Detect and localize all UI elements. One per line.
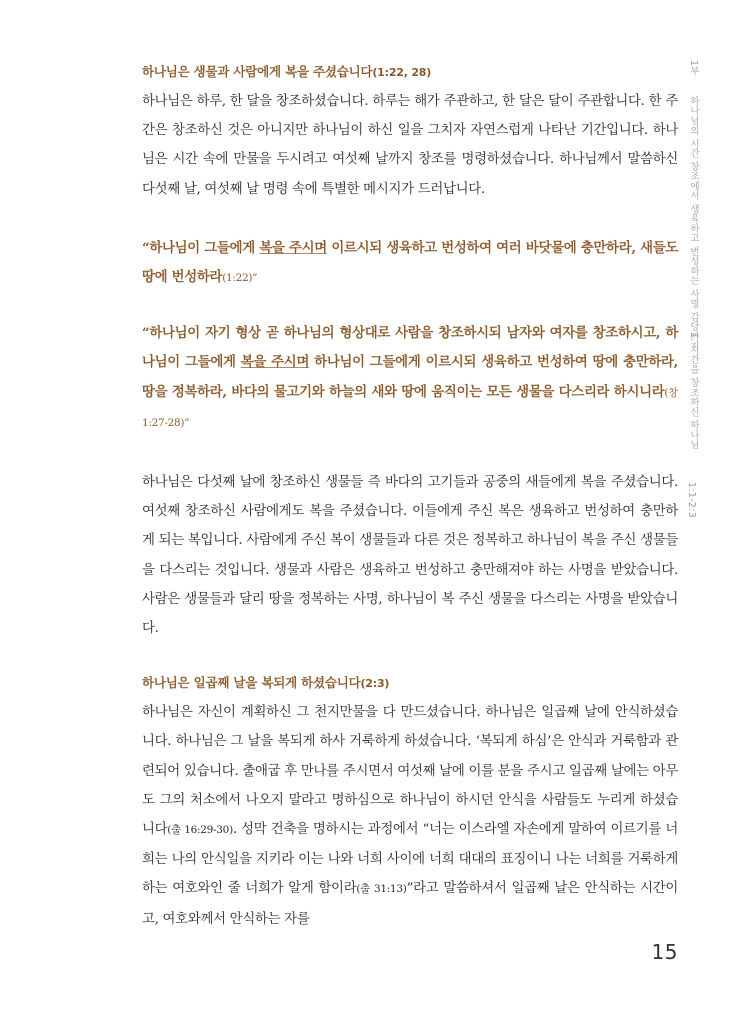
section-heading-text: 하나님은 생물과 사람에게 복을 주셨습니다: [142, 64, 373, 79]
quote-text: “하나님이 자기 형상 곧 하나님의 형상대로 사람을 창조하시되 남자와 여자를 창조하시고, 하나님이 그들에게: [142, 325, 678, 371]
quote-reference: (창 1:27-28)”: [142, 386, 678, 429]
quote-underlined-text: 복을 주시며: [240, 354, 310, 371]
quote-text: 이르시되 생육하고 번성하여 여러 바닷물에 충만하라, 새들도 땅에 번성하라: [142, 239, 679, 286]
body-paragraph: 하나님은 다섯째 날에 창조하신 생물들 즉 바다의 고기들과 공중의 새들에게 복을 주셨습니다. 여섯째 창조하신 사람에게도 복을 주셨습니다. 이들에게 주신 복은 생육하고 번성하여 충만하게 되는 복입니다. 사람에게 주신 복이 생물들과 다른 것은 정복하고 하나님이 복을 주신 생물들을 다스리는 것입니다. 생물과 사람은 생육하고 번성하고 충만해져야 하는 사명을 받았습니다. 사람은 생물들과 달리 땅을 정복하는 사명, 하나님이 복 주신 생물을 다스리는 사명을 받았습니다.: [142, 475, 678, 637]
section-heading-seventh-day: [142, 673, 678, 694]
paragraph-text: 하나님은 자신이 계획하신 그 천지만물을 다 만드셨습니다. 하나님은 일곱째 날에 안식하셨습니다. 하나님은 그 날을 복되게 하사 거룩하게 하셨습니다. ‘복되게 하심’은 안식과 거룩함과 관련되어 있습니다. 출애굽 후 만나를 주시면서 여섯째 날에 이를 분을 주시고 일곱째 날에는 아무도 그의 처소에서 나오지 말라고 명하심으로 하나님이 하시던 안식을 사람들도 누리게 하셨습니다: [142, 705, 678, 838]
body-paragraph: 하나님은 하루, 한 달을 창조하셨습니다. 하루는 해가 주관하고, 한 달은 달이 주관합니다. 한 주간은 창조하신 것은 아니지만 하나님이 하신 일을 그치자 자연스럽게 나타난 기간입니다. 하나님은 시간 속에 만물을 두시려고 여섯째 날까지 창조를 명령하셨습니다. 하나님께서 말씀하신 다섯째 날, 여섯째 날 명령 속에 특별한 메시지가 드러납니다.: [142, 94, 678, 197]
scripture-reference: (출 31:13): [356, 883, 407, 896]
section-heading-text: 하나님은 일곱째 날을 복되게 하셨습니다: [142, 675, 361, 691]
section-heading-reference: (1:22, 28): [372, 66, 432, 79]
quote-underlined-text: 복을 주시며: [259, 239, 327, 256]
quote-reference: (1:22)”: [222, 272, 258, 285]
paragraph-text: . 성막 건축을 명하시는 과정에서 “너는 이스라엘 자손에게 말하여 이르기를 너희는 나의 안식일을 지키라 이는 나와 너희 사이에 너희 대대의 표징이니 나는 너희를 거룩하게 하는 여호와인 줄 너희가 알게 함이라: [142, 822, 679, 897]
page-content: [142, 62, 678, 934]
side-running-header: [686, 60, 708, 530]
paragraph-text: ”라고 말씀하셔서 일곱째 날은 안식하는 시간이고, 여호와께서 안식하는 자를: [142, 881, 679, 927]
section-heading-reference: (2:3): [360, 677, 390, 691]
section-heading-blessing: [142, 62, 678, 83]
quote-text: “하나님이 그들에게: [142, 239, 260, 256]
quote-text: 하나님이 그들에게 이르시되 생육하고 번성하여 땅에 충만하라, 땅을 정복하라, 바다의 물고기와 하늘의 새와 땅에 움직이는 모든 생물을 다스리라 하시니라: [142, 354, 678, 400]
scripture-quote: [142, 319, 678, 438]
part-label: 1부: [688, 60, 699, 77]
verse-range: 1:1-2:3: [686, 482, 697, 519]
chapter-title: 1. 시간을 창조하신 하나님: [688, 332, 699, 450]
scripture-reference: (출 16:29-30): [167, 824, 233, 837]
book-title: 하나님의 시간 창조에서 생육하고 번성하는 사명 감당까지: [688, 96, 699, 352]
body-paragraph: [142, 698, 678, 934]
scripture-quote: [142, 234, 678, 293]
page-number: 15: [651, 940, 678, 964]
